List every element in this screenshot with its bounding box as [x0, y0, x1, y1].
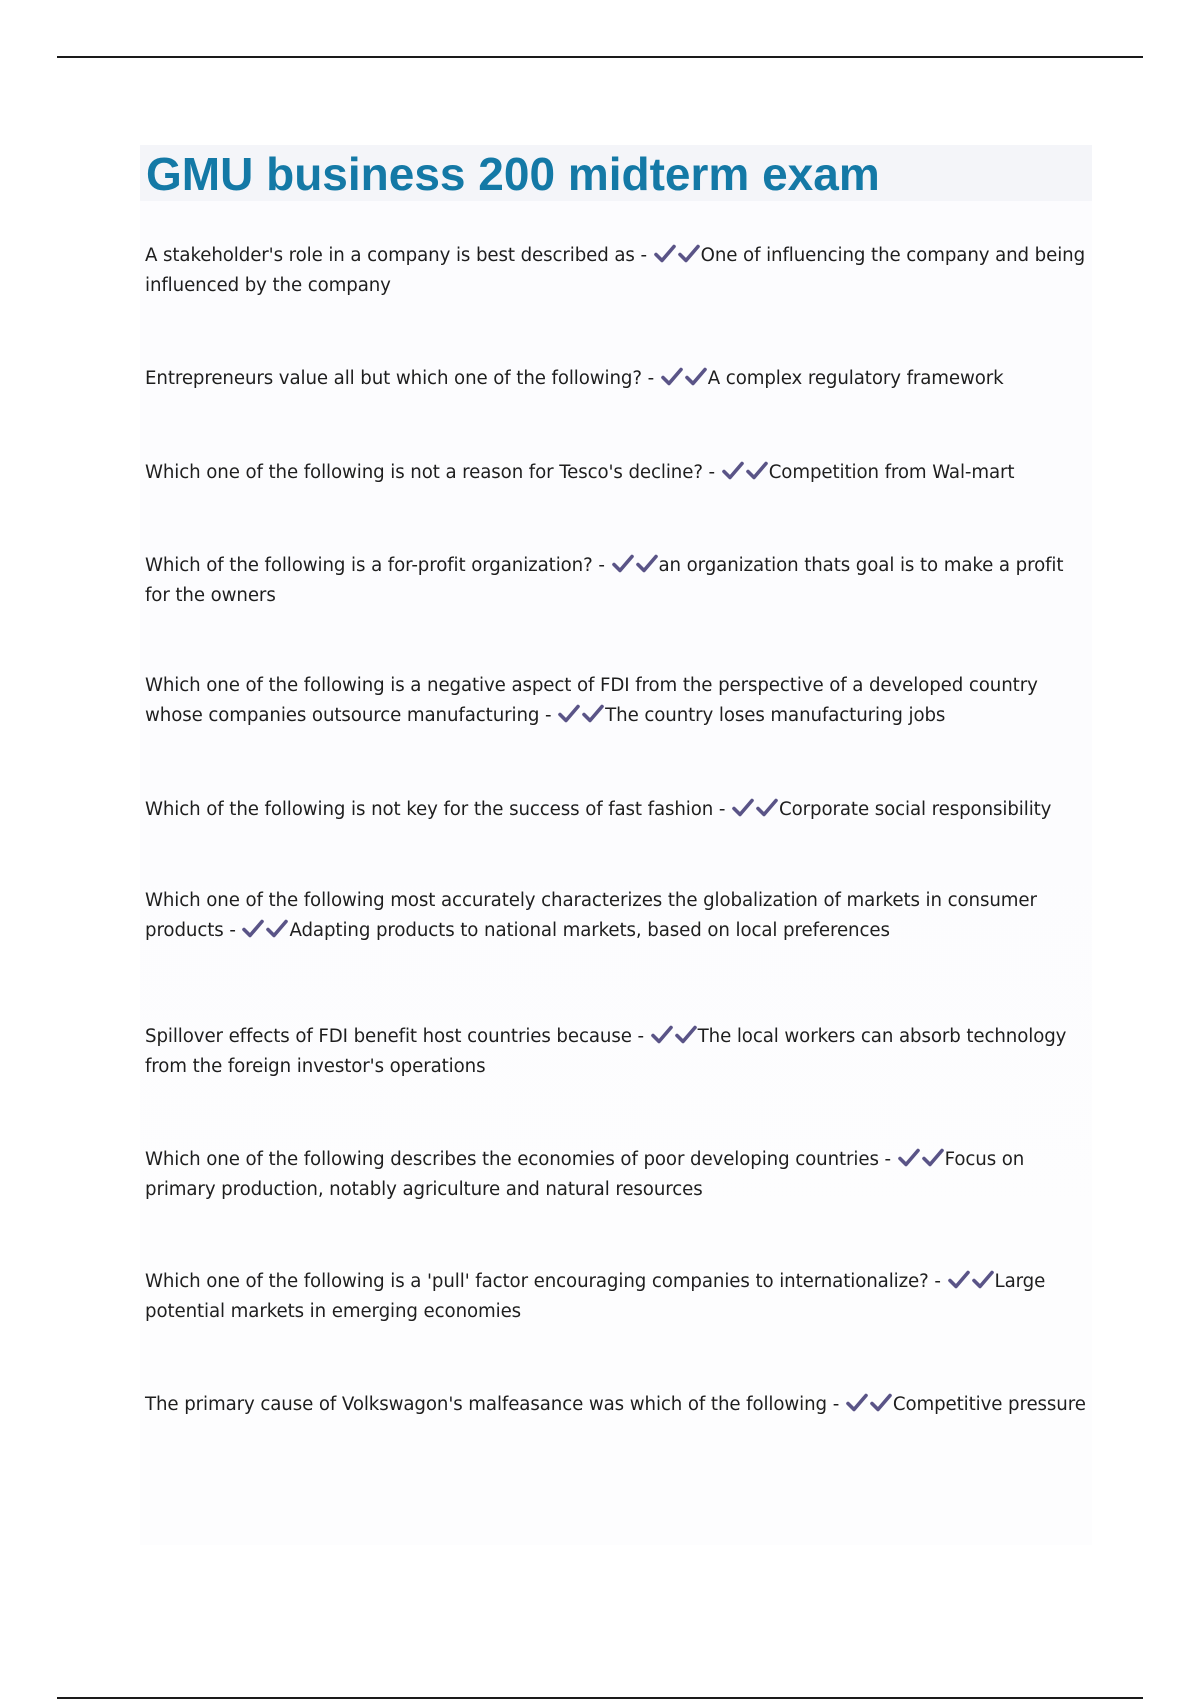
check-mark-icon: [678, 244, 700, 264]
question-text: The primary cause of Volkswagon's malfeasance was which of the following: [145, 1394, 828, 1415]
check-mark-icon: [675, 1025, 697, 1045]
qa-item: [145, 364, 1090, 394]
question-text: Spillover effects of FDI benefit host countries because: [145, 1026, 632, 1047]
answer-text: The local workers can absorb technology from the foreign investor's operations: [145, 1026, 1067, 1077]
separator: -: [713, 799, 732, 820]
qa-item: [145, 551, 1090, 611]
check-mark-icon: [972, 1270, 994, 1290]
check-mark-icon: [651, 1025, 673, 1045]
answer-text: A complex regulatory framework: [707, 368, 1004, 389]
check-mark-icon: [636, 554, 658, 574]
question-text: Which one of the following is not a reason for Tesco's decline?: [145, 462, 703, 483]
check-mark-icon: [242, 919, 264, 939]
qa-item: [145, 1390, 1090, 1420]
check-mark-icon: [685, 367, 707, 387]
check-mark-icon: [654, 244, 676, 264]
check-mark-icon: [898, 1148, 920, 1168]
qa-item: [145, 1145, 1090, 1205]
separator: -: [223, 920, 242, 941]
answer-text: Large potential markets in emerging economies: [145, 1271, 1046, 1322]
question-text: Which one of the following describes the economies of poor developing countries: [145, 1149, 879, 1170]
bottom-rule: [57, 1697, 1143, 1699]
check-mark-icon: [756, 798, 778, 818]
check-mark-icon: [722, 461, 744, 481]
check-mark-icon: [582, 704, 604, 724]
separator: -: [928, 1271, 947, 1292]
answer-text: Competition from Wal-mart: [768, 462, 1015, 483]
answer-text: Competitive pressure: [892, 1394, 1086, 1415]
qa-item: [145, 795, 1090, 825]
question-text: Which of the following is a for-profit organization?: [145, 555, 593, 576]
check-mark-icon: [870, 1393, 892, 1413]
separator: -: [827, 1394, 845, 1415]
check-mark-icon: [661, 367, 683, 387]
qa-item: [145, 1267, 1090, 1327]
answer-text: Focus on primary production, notably agriculture and natural resources: [145, 1149, 1025, 1200]
check-mark-icon: [612, 554, 634, 574]
content-panel: [140, 145, 1092, 1545]
qa-item: [145, 671, 1090, 731]
qa-item: [145, 458, 1090, 488]
qa-item: [145, 886, 1090, 946]
check-mark-icon: [948, 1270, 970, 1290]
answer-text: One of influencing the company and being influenced by the company: [145, 245, 1086, 296]
answer-text: The country loses manufacturing jobs: [605, 705, 946, 726]
separator: -: [592, 555, 611, 576]
question-text: Which of the following is not key for the success of fast fashion: [145, 799, 714, 820]
check-mark-icon: [732, 798, 754, 818]
answer-text: Adapting products to national markets, based on local preferences: [289, 920, 890, 941]
answer-text: Corporate social responsibility: [779, 799, 1052, 820]
check-mark-icon: [266, 919, 288, 939]
top-rule: [57, 56, 1143, 58]
question-text: Which one of the following most accurately characterizes the globalization of markets in consumer products: [145, 890, 1037, 941]
question-text: A stakeholder's role in a company is best described as: [145, 245, 635, 266]
question-text: Which one of the following is a 'pull' factor encouraging companies to internationalize?: [145, 1271, 929, 1292]
separator: -: [702, 462, 721, 483]
qa-item: [145, 1022, 1090, 1082]
question-text: Which one of the following is a negative aspect of FDI from the perspective of a developed country whose companies outsource manufacturing: [145, 675, 1038, 726]
separator: -: [631, 1026, 650, 1047]
separator: -: [634, 245, 653, 266]
check-mark-icon: [846, 1393, 868, 1413]
check-mark-icon: [746, 461, 768, 481]
separator: -: [878, 1149, 897, 1170]
separator: -: [539, 705, 558, 726]
question-text: Entrepreneurs value all but which one of the following?: [145, 368, 642, 389]
qa-item: [145, 241, 1090, 301]
check-mark-icon: [558, 704, 580, 724]
check-mark-icon: [922, 1148, 944, 1168]
separator: -: [641, 368, 660, 389]
answer-text: an organization thats goal is to make a profit for the owners: [145, 555, 1064, 606]
page-title: GMU business 200 midterm exam: [146, 148, 880, 200]
